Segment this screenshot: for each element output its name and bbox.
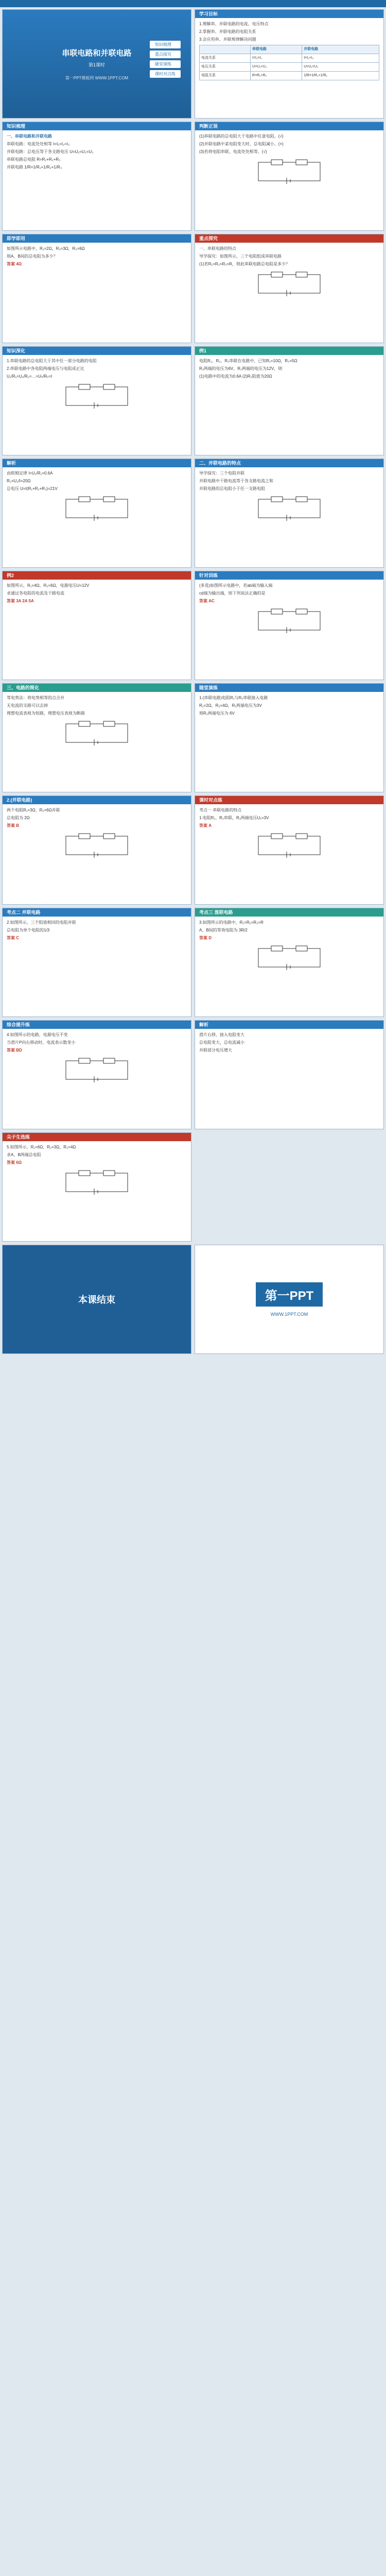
- slide-bar: 即学即用: [3, 234, 191, 243]
- slide-line: U₁/R₁=U₂/R₂=…=Uₙ/Rₙ=I: [7, 374, 52, 379]
- content-slide: [195, 122, 384, 231]
- slide-row: [2, 795, 384, 905]
- slide-line: 答案 D: [199, 936, 212, 940]
- content-slide: [195, 683, 384, 792]
- td: U=U₁=U₂: [302, 63, 379, 72]
- slide-body: [195, 355, 383, 384]
- slide-line: 总电压 U=I(R₁+R₂+R₃)=21V: [7, 486, 58, 491]
- circuit-diagram: [253, 944, 325, 971]
- slide-line: (1)电路中的电流为0.6A (2)R₂阻值为20Ω: [199, 374, 272, 379]
- slide-bar: 知识深化: [3, 347, 191, 355]
- slide-body: [3, 804, 191, 865]
- slide-line: 滑片右移，接入电阻变大: [199, 1032, 244, 1037]
- menu-item[interactable]: 重点探究: [150, 50, 181, 58]
- slide-line: R₁两端的电压为6V，R₂两端的电压为12V，则: [199, 366, 283, 371]
- slide-line: 求A、B两端总电阻: [7, 1153, 41, 1157]
- goal-item: 3.会应用串、并联规律解决问题: [199, 37, 256, 42]
- content-slide: [2, 683, 191, 792]
- slide-bar: 综合提升练: [3, 1021, 191, 1029]
- slide-body: [3, 580, 191, 609]
- slide-row: [2, 908, 384, 1017]
- slide-bar: 课时对点练: [195, 796, 383, 804]
- slide-line: R₁=2Ω，R₂=4Ω，R₁两端电压为3V: [199, 703, 262, 708]
- slide-line: 一、串联电路的特点: [199, 246, 236, 251]
- menu-item[interactable]: 课时对点练: [150, 70, 181, 78]
- slide-line: 2.串联电路中各电阻两端电压与电阻成正比: [7, 366, 84, 371]
- slide-line: cd端为输出端，则下列说法正确的是: [199, 591, 266, 596]
- circuit-diagram: [61, 832, 133, 859]
- slide-bar: 2.(并联电路): [3, 796, 191, 804]
- slide-row: [2, 571, 384, 680]
- slide-bar: 二、并联电路的特点: [195, 459, 383, 467]
- slide-line: 3.如图所示的电路中，R₁=R₂=R₃=R: [199, 920, 264, 925]
- slide-bar: 尖子生选练: [3, 1133, 191, 1141]
- slide-line: 答案 BD: [7, 1048, 22, 1053]
- content-slide: [195, 234, 384, 343]
- content-slide: [2, 571, 191, 680]
- slide-line: 两个电阻R₁=3Ω，R₂=6Ω并联: [7, 808, 60, 812]
- slide-bar: 判断正误: [195, 122, 383, 130]
- summary-table: [199, 45, 379, 80]
- cover-title: 串联电路和并联电路: [62, 48, 132, 58]
- slide-line: 答案 3A 2A 5A: [7, 599, 34, 603]
- slide-line: R₂=U₂/I=20Ω: [7, 479, 31, 483]
- slide-line: 并联电路的总电阻小于任一支路电阻: [199, 486, 265, 491]
- slide-line: A、B间的等效电阻为 3R/2: [199, 928, 248, 933]
- slide-body: [3, 355, 191, 416]
- goals-title: 学习目标: [195, 10, 383, 18]
- slide-line: 导学探究：三个电阻并联: [199, 471, 244, 476]
- knowledge-point: 并联电路 1/R=1/R₁+1/R₂+1/R₃: [7, 165, 62, 170]
- slide-row: [2, 1132, 384, 1242]
- slide-line: (3)若将电阻串联，电流处处相等。(√): [199, 149, 267, 154]
- content-slide: [2, 1132, 191, 1242]
- brand-site[interactable]: WWW.1PPT.COM: [270, 1311, 308, 1317]
- td: 1/R=1/R₁+1/R₂: [302, 72, 379, 80]
- goal-item: 1.理解串、并联电路的电流、电压特点: [199, 22, 269, 26]
- slide-line: 电阻R₁、R₂、R₃串联在电路中，已知R₁=10Ω，R₃=5Ω: [199, 359, 297, 363]
- circuit-diagram: [253, 270, 325, 297]
- td: 电阻关系: [200, 72, 251, 80]
- slide-bar: 解析: [3, 459, 191, 467]
- slide-row: [2, 1245, 384, 1354]
- slide-line: 由欧姆定律 I=U₁/R₁=0.6A: [7, 471, 53, 476]
- knowledge-point: 一、串联电路和并联电路: [7, 134, 52, 139]
- slide-line: 无电流的支路可以去掉: [7, 703, 48, 708]
- circuit-diagram: [253, 832, 325, 859]
- slide-bar: 例1: [195, 347, 383, 355]
- circuit-diagram: [61, 495, 133, 522]
- slide-row: [2, 1020, 384, 1129]
- slide-bar: 解析: [195, 1021, 383, 1029]
- content-slide: [195, 908, 384, 1017]
- slide-line: 如图所示电路中，R₁=2Ω，R₂=3Ω，R₃=6Ω: [7, 246, 85, 251]
- circuit-diagram: [61, 383, 133, 410]
- slide-row: [2, 459, 384, 568]
- slide-row: [2, 122, 384, 231]
- slide-bar: 随堂演练: [195, 684, 383, 692]
- slide-line: 4.如图所示的电路，电源电压不变: [7, 1032, 68, 1037]
- slide-line: 当滑片P向右移动时，电流表示数变小: [7, 1040, 76, 1045]
- slide-body: [3, 243, 191, 272]
- knowledge-point: 并联电路：总电压等于各支路电压 U=U₁=U₂=U₃: [7, 149, 94, 154]
- cover-site: 第一PPT模板网 WWW.1PPT.COM: [65, 75, 129, 80]
- slide-line: 1.(串联电路)电阻R₁与R₂串联接入电路: [199, 696, 268, 700]
- content-slide: [2, 346, 191, 455]
- slide-body: [3, 1029, 191, 1090]
- content-slide: [2, 795, 191, 905]
- td: I=I₁=I₂: [251, 54, 302, 63]
- circuit-diagram: [61, 1169, 133, 1196]
- slide-body: [3, 692, 191, 753]
- slide-line: 答案 6Ω: [7, 1160, 22, 1165]
- slide-bar: 考点二 并联电路: [3, 908, 191, 917]
- slide-bar: 考点三 混联电路: [195, 908, 383, 917]
- slide-bar: 三、电路的简化: [3, 684, 191, 692]
- slide-body: [195, 917, 383, 977]
- cover-slide: [2, 9, 191, 118]
- slide-line: 2.如图所示，三个阻值相同的电阻并联: [7, 920, 76, 925]
- top-bar: [0, 0, 386, 7]
- slide-body: [195, 1029, 383, 1058]
- slide-line: 则R₂两端电压为 6V: [199, 711, 235, 716]
- circuit-diagram: [61, 1057, 133, 1083]
- slide-line: (1)串联电路的总电阻大于电路中任意电阻。(√): [199, 134, 284, 139]
- menu-item[interactable]: 随堂演练: [150, 60, 181, 68]
- slide-body: [3, 917, 191, 946]
- td: 电流关系: [200, 54, 251, 63]
- th: 串联电路: [251, 45, 302, 54]
- slide-line: 考点一 串联电路的特点: [199, 808, 242, 812]
- slide-row: [2, 346, 384, 455]
- content-slide: [2, 234, 191, 343]
- cover-menu: [150, 41, 181, 80]
- slide-line: 导学探究：如图所示，三个电阻组成串联电路: [199, 254, 282, 259]
- th: 并联电路: [302, 45, 379, 54]
- content-slide: [2, 908, 191, 1017]
- content-slide: [195, 571, 384, 680]
- slide-line: 如图所示，R₁=4Ω，R₂=6Ω，电源电压U=12V: [7, 583, 90, 588]
- slide-line: 答案 A: [199, 823, 212, 828]
- slide-body: [3, 1141, 191, 1202]
- circuit-diagram: [253, 158, 325, 185]
- slide-body: [195, 467, 383, 528]
- ending-text: 本课结束: [78, 1295, 115, 1305]
- slide-line: (多选)如图所示电路中，若ab端为输入端: [199, 583, 273, 588]
- slide-body: [195, 580, 383, 640]
- slide-line: (2)并联电路中某电阻变大时，总电阻减小。(×): [199, 142, 284, 146]
- brand-logo: 第一PPT: [256, 1282, 323, 1307]
- slide-bar: 例2: [3, 571, 191, 580]
- circuit-diagram: [253, 607, 325, 634]
- td: 电压关系: [200, 63, 251, 72]
- slide-line: 答案 C: [7, 936, 19, 940]
- slide-bar: 针对训练: [195, 571, 383, 580]
- knowledge-title: 知识梳理: [3, 122, 191, 130]
- brand-slide: [195, 1245, 384, 1354]
- slide-row: [2, 683, 384, 792]
- slide-line: 1.电阻R₁、R₂串联，R₁两端电压U₁=3V: [199, 816, 269, 820]
- slide-body: [195, 692, 383, 721]
- slide-line: (1)若R₁=R₂=R₃=R，则此串联电路总电阻是多少？: [199, 262, 290, 266]
- slide-line: 并联部分电压增大: [199, 1048, 232, 1053]
- content-slide: [195, 1020, 384, 1129]
- slide-line: 总电阻为单个电阻的1/3: [7, 928, 50, 933]
- slide-body: [195, 130, 383, 191]
- slide-line: 答案 B: [7, 823, 19, 828]
- slide-line: 5.如图所示，R₁=6Ω，R₂=3Ω，R₃=4Ω: [7, 1145, 76, 1149]
- th: [200, 45, 251, 54]
- td: I=I₁+I₂: [302, 54, 379, 63]
- content-slide: [195, 346, 384, 455]
- content-slide: [195, 795, 384, 905]
- td: U=U₁+U₂: [251, 63, 302, 72]
- knowledge-point: 串联电路总电阻 R=R₁+R₂+R₃: [7, 157, 61, 162]
- slide-line: 总电阻变大，总电流减小: [199, 1040, 244, 1045]
- slide-line: 则A、B间的总电阻为多少？: [7, 254, 58, 259]
- slide-row: [2, 234, 384, 343]
- slide-body: [195, 243, 383, 303]
- circuit-diagram: [253, 495, 325, 522]
- cover-subtitle: 第1课时: [88, 62, 105, 67]
- content-slide: [195, 459, 384, 568]
- slide-bar: 重点探究: [195, 234, 383, 243]
- slide-line: 1.串联电路的总电阻大于其中任一部分电路的电阻: [7, 359, 97, 363]
- slide-row: [2, 9, 384, 118]
- slide-line: 答案 AC: [199, 599, 215, 603]
- slide-line: 理想电流表视为短路，理想电压表视为断路: [7, 711, 85, 716]
- goals-slide: [195, 9, 384, 118]
- content-slide: [2, 459, 191, 568]
- slide-line: 求通过各电阻的电流及干路电流: [7, 591, 64, 596]
- slide-grid: [2, 9, 384, 1357]
- slide-line: 等电势法：将电势相等的点合并: [7, 696, 64, 700]
- td: R=R₁+R₂: [251, 72, 302, 80]
- slide-body: [195, 804, 383, 865]
- content-slide: [2, 1020, 191, 1129]
- menu-item[interactable]: 知识梳理: [150, 41, 181, 48]
- slide-line: 并联电路中干路电流等于各支路电流之和: [199, 479, 273, 483]
- knowledge-slide: [2, 122, 191, 231]
- slide-line: 答案 4Ω: [7, 262, 22, 266]
- knowledge-point: 串联电路：电流处处相等 I=I₁=I₂=I₃: [7, 142, 70, 146]
- slide-line: 总电阻为 2Ω: [7, 816, 30, 820]
- ending-slide: [2, 1245, 191, 1354]
- slide-body: [3, 467, 191, 528]
- goal-item: 2.掌握串、并联电路的电阻关系: [199, 29, 256, 34]
- circuit-diagram: [61, 720, 133, 747]
